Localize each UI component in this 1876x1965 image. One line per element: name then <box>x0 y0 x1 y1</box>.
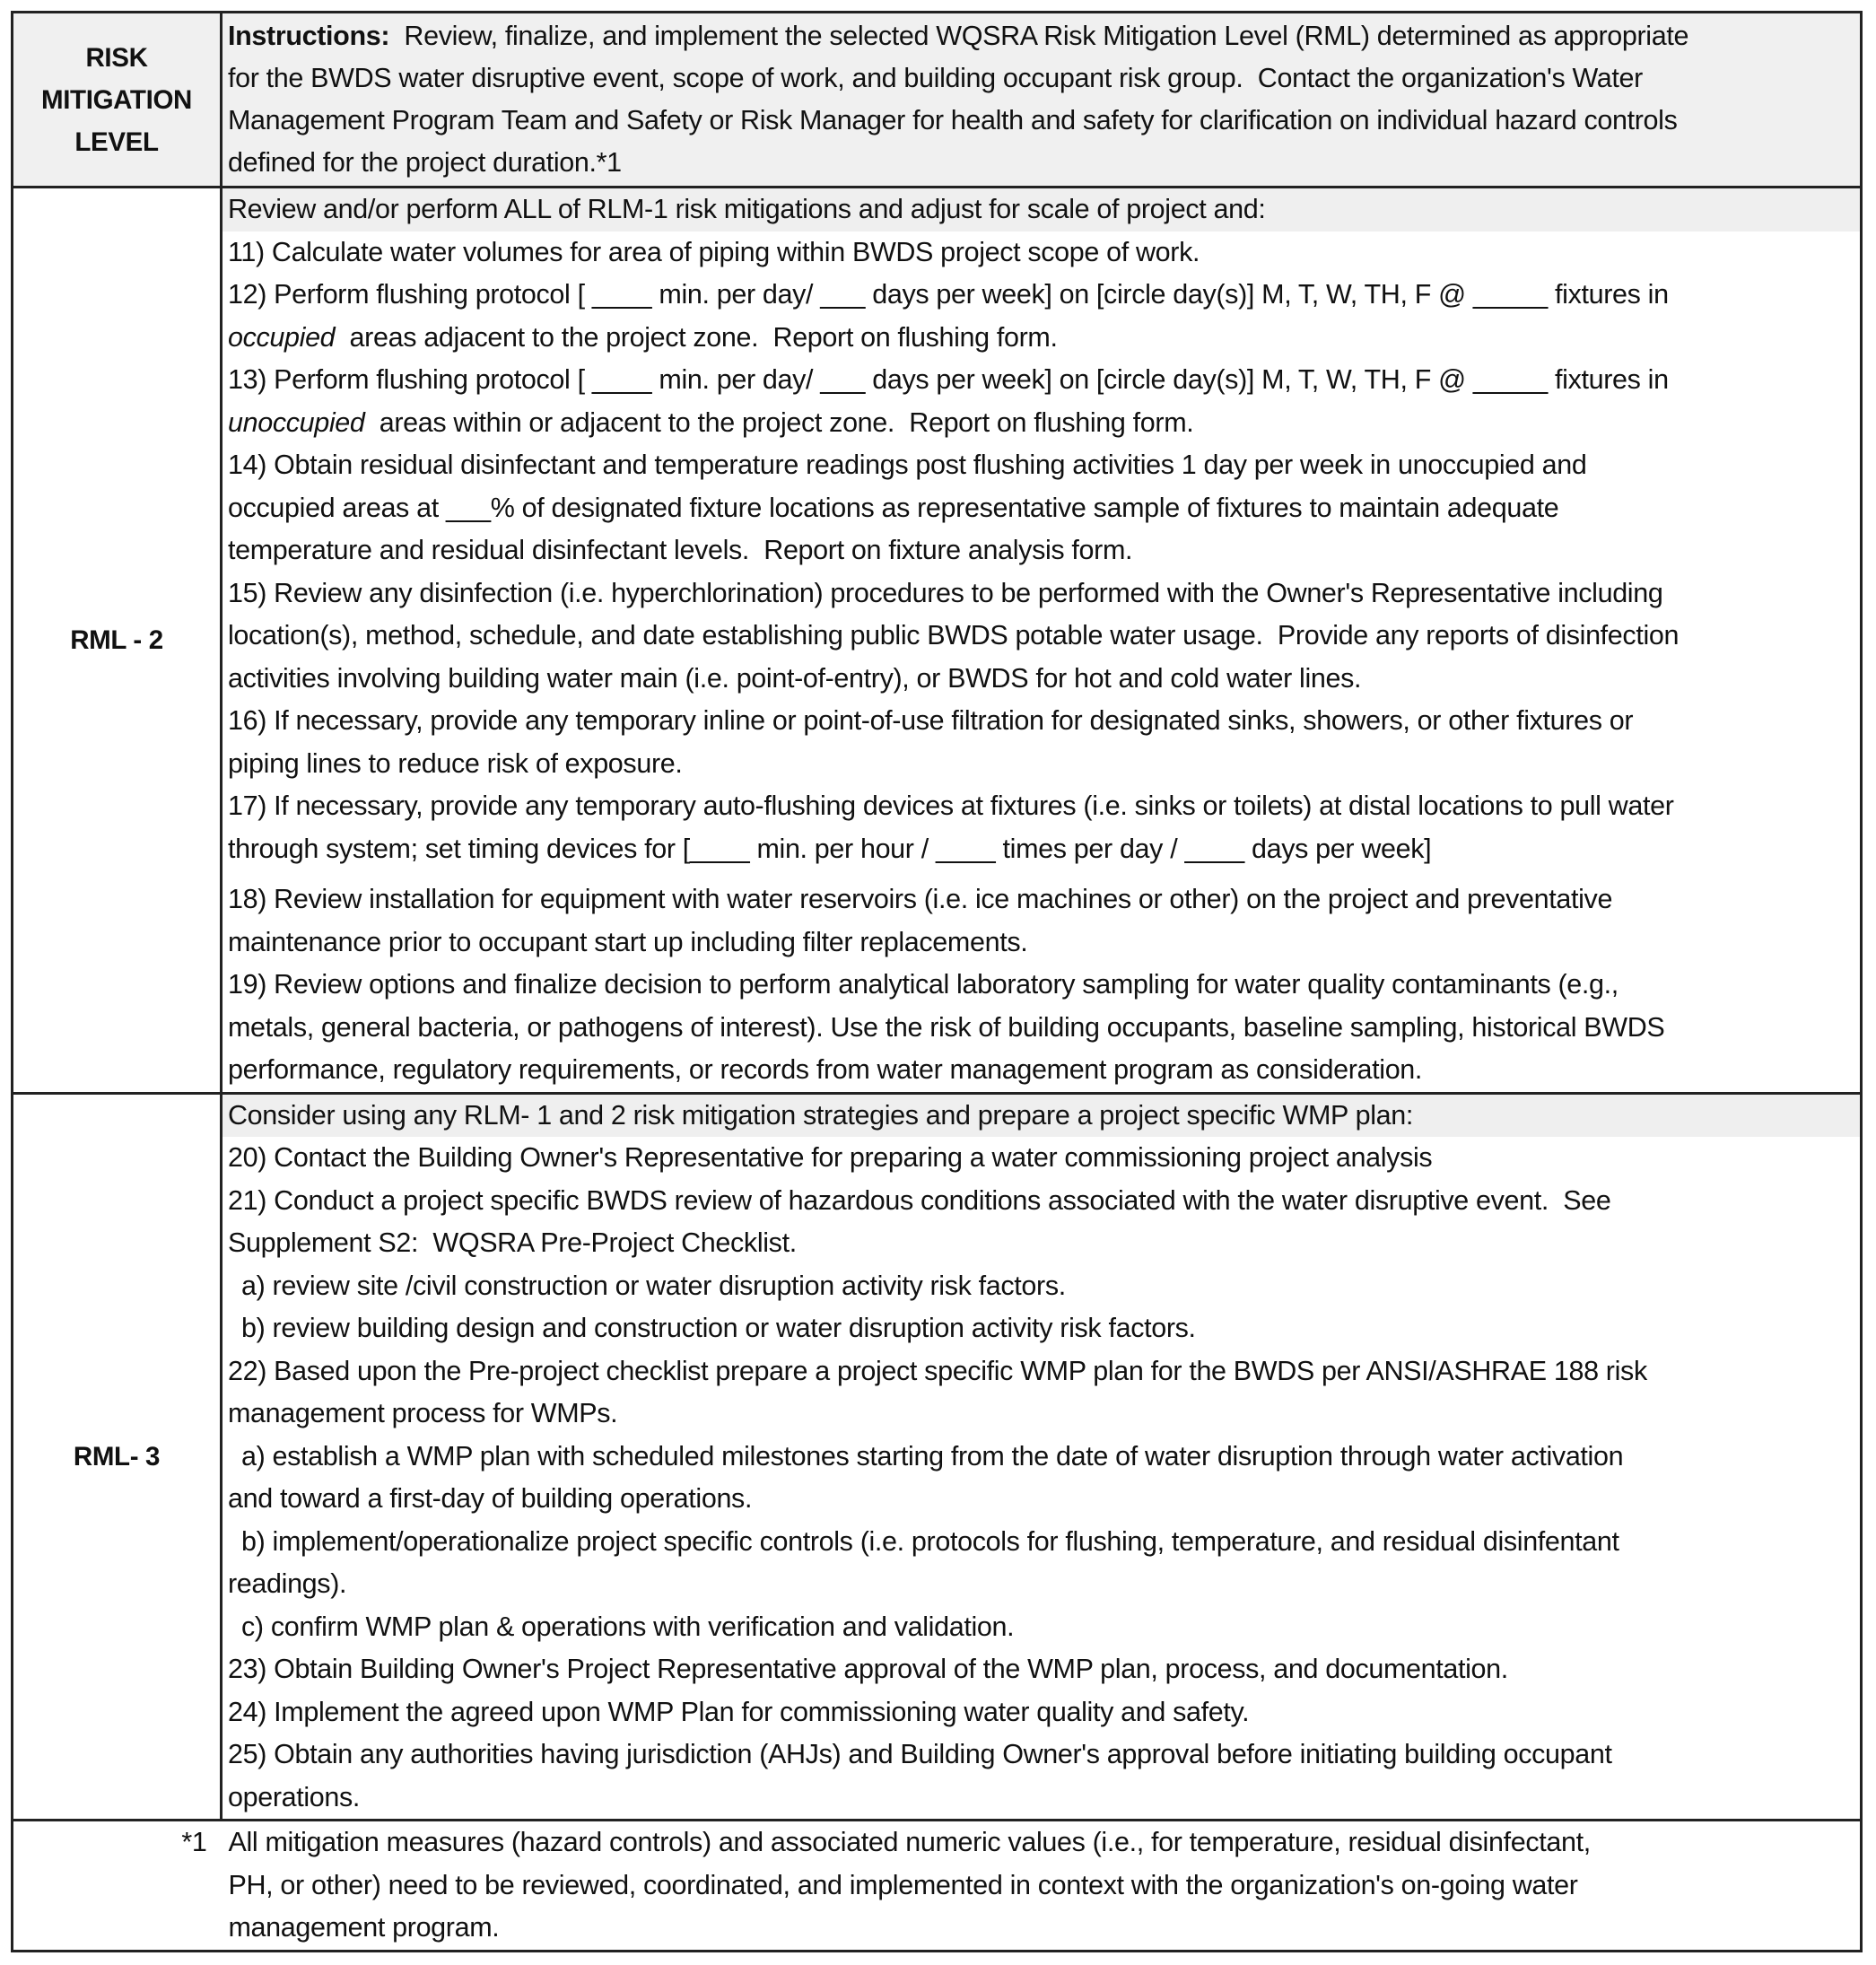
item-21: 21) Conduct a project specific BWDS review of hazardous conditions associated with the water disruptive event. See Supplement S2: WQSRA Pre-Project Checklist. <box>228 1184 1611 1258</box>
instructions-cell <box>222 13 1862 188</box>
item-21a: a) review site /civil construction or water disruption activity risk factors. <box>241 1270 1066 1301</box>
rml3-label: RML- 3 <box>13 1093 222 1821</box>
footnote-line: PH, or other) need to be reviewed, coordinated, and implemented in context with the organization's on-going water <box>228 1869 1578 1900</box>
item-22: 22) Based upon the Pre-project checklist prepare a project specific WMP plan for the BWDS per ANSI/ASHRAE 188 risk management process for WMPs. <box>228 1355 1647 1428</box>
item-19: 19) Review options and finalize decision to perform analytical laboratory sampling for water quality contaminants (e.g., metals, general bacteria, or pathogens of interest). Use the risk of building occupants, baseline sampling, historical BWDS performance, regulatory requirements, or records from water management program as consideration. <box>228 969 1665 1085</box>
instructions-line: Management Program Team and Safety or Risk Manager for health and safety for clarification on individual hazard controls <box>228 105 1678 135</box>
footnote-mark: *1 <box>13 1821 222 1952</box>
item-24: 24) Implement the agreed upon WMP Plan for commissioning water quality and safety. <box>228 1696 1250 1727</box>
item-22b: b) implement/operationalize project specific controls (i.e. protocols for flushing, temperature, and residual disinfentant readings). <box>228 1525 1619 1599</box>
item-12: 12) Perform flushing protocol [ ____ min. per day/ ___ days per week] on [circle day(s)] M, T, W, TH, F @ _____ fixtures in occupied areas adjacent to the project zone. Report on flushing form. <box>228 279 1669 353</box>
risk-mitigation-document <box>11 11 1863 1952</box>
instructions-line <box>228 15 1854 57</box>
header-row <box>13 13 1862 188</box>
item-14: 14) Obtain residual disinfectant and temperature readings post flushing activities 1 day per week in unoccupied and occupied areas at ___% of designated fixture locations as representative sample of fixtures to maintain adequate temperature and residual disinfectant levels. Report on fixture analysis form. <box>228 450 1587 565</box>
instructions-text: Review, finalize, and implement the selected WQSRA Risk Mitigation Level (RML) determined as appropriate <box>389 21 1689 51</box>
footnote-line: All mitigation measures (hazard controls) and associated numeric values (i.e., for temperature, residual disinfectant, <box>228 1827 1591 1857</box>
item-22a: a) establish a WMP plan with scheduled milestones starting from the date of water disruption through water activation and toward a first-day of building operations. <box>228 1440 1624 1514</box>
item-20: 20) Contact the Building Owner's Representative for preparing a water commissioning project analysis <box>228 1142 1433 1173</box>
item-25: 25) Obtain any authorities having jurisdiction (AHJs) and Building Owner's approval before initiating building occupant operations. <box>228 1739 1612 1812</box>
item-22c: c) confirm WMP plan & operations with verification and validation. <box>241 1611 1015 1642</box>
header-label-line: RISK <box>85 42 148 73</box>
item-13: 13) Perform flushing protocol [ ____ min. per day/ ___ days per week] on [circle day(s)] M, T, W, TH, F @ _____ fixtures in unoccupied areas within or adjacent to the project zone. Report on flushing form. <box>228 364 1669 438</box>
rml2-content <box>222 188 1862 1094</box>
rml3-content <box>222 1093 1862 1821</box>
footnote-row <box>13 1821 1862 1952</box>
footnote-line: management program. <box>228 1912 500 1943</box>
instructions-line: for the BWDS water disruptive event, scope of work, and building occupant risk group. Contact the organization's Water <box>228 63 1643 93</box>
item-18: 18) Review installation for equipment with water reservoirs (i.e. ice machines or other) on the project and preventative maintenance prior to occupant start up including filter replacements. <box>228 884 1613 957</box>
item-15: 15) Review any disinfection (i.e. hyperchlorination) procedures to be performed with the Owner's Representative including location(s), method, schedule, and date establishing public BWDS potable water usage. Provide any reports of disinfection activities involving building water main (i.e. point-of-entry), or BWDS for hot and cold water lines. <box>228 577 1680 694</box>
header-label-line: MITIGATION <box>40 84 192 115</box>
instructions-line: defined for the project duration.*1 <box>228 147 622 178</box>
item-21b: b) review building design and construction or water disruption activity risk factors. <box>241 1313 1196 1343</box>
rml3-intro: Consider using any RLM- 1 and 2 risk mitigation strategies and prepare a project specific WMP plan: <box>223 1095 1860 1138</box>
rml2-label: RML - 2 <box>13 188 222 1094</box>
risk-mitigation-table <box>11 11 1863 1952</box>
rml3-row <box>13 1093 1862 1821</box>
item-17: 17) If necessary, provide any temporary auto-flushing devices at fixtures (i.e. sinks or toilets) at distal locations to pull water through system; set timing devices for [____ min. per hour / ____ times per day / ____ days per week] <box>228 790 1674 864</box>
rml2-intro: Review and/or perform ALL of RLM-1 risk mitigations and adjust for scale of project and: <box>223 188 1860 231</box>
item-11: 11) Calculate water volumes for area of piping within BWDS project scope of work. <box>228 236 1200 267</box>
header-label-cell <box>13 13 222 188</box>
footnote-text <box>222 1821 1862 1952</box>
instructions-heading: Instructions: <box>228 21 390 51</box>
item-23: 23) Obtain Building Owner's Project Representative approval of the WMP plan, process, and documentation. <box>228 1654 1508 1684</box>
item-16: 16) If necessary, provide any temporary inline or point-of-use filtration for designated sinks, showers, or other fixtures or piping lines to reduce risk of exposure. <box>228 705 1634 779</box>
header-label-line: LEVEL <box>74 127 159 157</box>
rml2-row <box>13 188 1862 1094</box>
